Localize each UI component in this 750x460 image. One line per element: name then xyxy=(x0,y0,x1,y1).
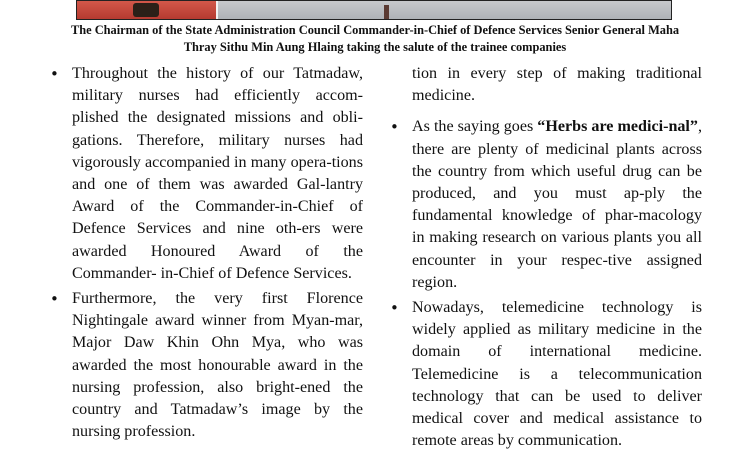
photo-left-panel xyxy=(77,1,216,19)
bullet-icon: • xyxy=(390,299,399,318)
bullet-icon: • xyxy=(50,65,59,83)
paragraph-text-after: , there are plenty of medicinal plants across the country from which useful drug can be produced, and you must ap-ply the fundamental knowledge of phar-macology in making research on various plants you all encounter in your respec-tive assigned region. xyxy=(412,118,702,291)
caption-line-1: The Chairman of the State Administration Council Commander-in-Chief of Defence Services Senior General Maha xyxy=(70,23,680,37)
paragraph-text: Throughout the history of our Tatmadaw, military nurses had efficiently accom-plished the designated missions and obli-gations. Therefore, military nurses had vigorously accompanied in many opera-tions and one of them was awarded Gal-lantry Award of the Commander-in-Chief of Defence Services and nine oth-ers were awarded Honoured Award of the Commander- in-Chief of Defence Services. xyxy=(72,65,363,282)
continued-paragraph: tion in every step of making traditional medicine. xyxy=(412,65,702,105)
list-item xyxy=(48,288,363,443)
photo-caption xyxy=(40,22,710,55)
bullet-icon: • xyxy=(390,118,399,137)
photo-figure xyxy=(384,5,389,19)
bullet-icon: • xyxy=(50,290,59,309)
list-item xyxy=(48,63,363,285)
photo-right-panel xyxy=(218,1,671,19)
paragraph-text: Furthermore, the very first Florence Nightingale award winner from Myan-mar, Major Daw Khin Ohn Mya, who was awarded the most honourable award in the nursing profession, also bright-ened the country and Tatmadaw’s image by the nursing profession. xyxy=(72,290,363,441)
right-column xyxy=(388,63,702,455)
photo-figure xyxy=(133,3,159,17)
header-photo xyxy=(76,0,672,20)
paragraph-text: Nowadays, telemedicine technology is widely applied as military medicine in the domain of international medicine. Telemedicine is a telecommunication technology that can be used to deliver medical cover and medical assistance to remote areas by communication. xyxy=(412,299,702,450)
paragraph-text-before: As the saying goes xyxy=(412,118,538,136)
list-item xyxy=(388,297,702,452)
left-column xyxy=(48,63,363,446)
caption-line-2: Thray Sithu Min Aung Hlaing taking the salute of the trainee companies xyxy=(183,39,567,54)
list-item xyxy=(388,116,702,294)
quote-text: “Herbs are medici-nal” xyxy=(537,118,698,136)
